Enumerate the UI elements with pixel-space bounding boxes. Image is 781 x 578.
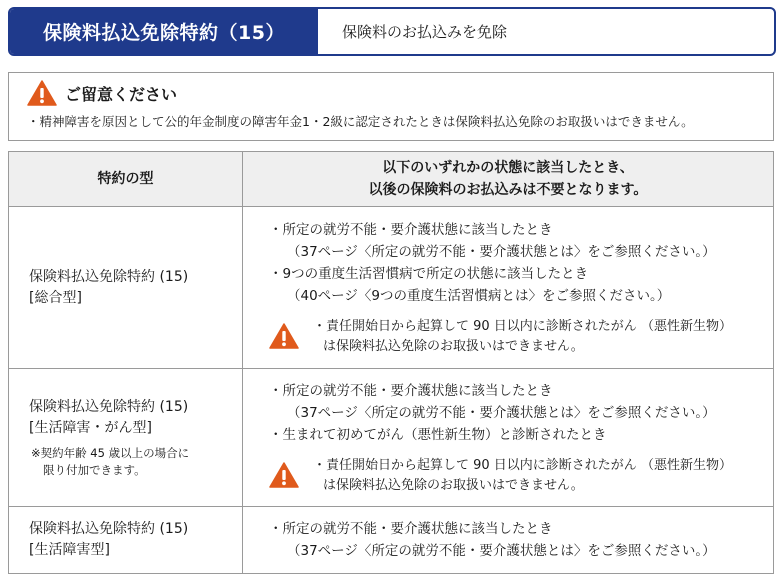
table-row — [9, 507, 774, 574]
caution-line: ・責任開始日から起算して 90 日以内に診断されたがん （悪性新生物） — [313, 457, 732, 473]
condition-item: ・生まれて初めてがん（悪性新生物）と診断されたとき — [269, 426, 607, 443]
rider-name: 保険料払込免除特約 (15) — [29, 521, 189, 537]
rider-name: 保険料払込免除特約 (15) — [29, 268, 189, 285]
condition-reference: （37ページ〈所定の就労不能・要介護状態とは〉をご参照ください。） — [287, 243, 716, 260]
caution-text — [313, 317, 732, 357]
rider-variant: [生活障害型] — [29, 542, 110, 558]
condition-reference: （37ページ〈所定の就労不能・要介護状態とは〉をご参照ください。） — [287, 404, 716, 421]
type-cell — [9, 207, 243, 369]
rider-variant: [生活障害・がん型] — [29, 419, 152, 436]
condition-cell — [243, 369, 774, 507]
caution-note — [269, 317, 765, 357]
condition-cell — [243, 207, 774, 369]
caution-line: は保険料払込免除のお取扱いはできません。 — [323, 338, 584, 354]
condition-reference: （40ページ〈9つの重度生活習慣病とは〉をご参照ください。） — [287, 287, 671, 304]
condition-item: ・所定の就労不能・要介護状態に該当したとき — [269, 221, 553, 238]
header-condition — [243, 152, 774, 207]
table-row — [9, 207, 774, 369]
caution-line: ・責任開始日から起算して 90 日以内に診断されたがん （悪性新生物） — [313, 318, 732, 334]
notice-heading — [27, 80, 761, 106]
header-condition-line2: 以後の保険料のお払込みは不要となります。 — [368, 182, 648, 198]
caution-note — [269, 456, 765, 496]
condition-item: ・所定の就労不能・要介護状態に該当したとき — [269, 521, 553, 537]
rider-note-line: ※契約年齢 45 歳以上の場合に — [31, 445, 190, 460]
notice-body: ・精神障害を原因として公的年金制度の障害年金1・2級に認定されたときは保険料払込免除のお取扱いはできません。 — [27, 114, 694, 129]
type-cell — [9, 369, 243, 507]
rider-variant: [総合型] — [29, 289, 82, 306]
header-subtitle: 保険料のお払込みを免除 — [342, 23, 508, 41]
header-condition-line1: 以下のいずれかの状態に該当したとき、 — [382, 160, 634, 176]
table-row — [9, 369, 774, 507]
notice-title: ご留意ください — [65, 84, 178, 104]
header-type: 特約の型 — [9, 152, 243, 207]
warning-triangle-icon — [269, 462, 299, 488]
rider-note-line: 限り付加できます。 — [43, 462, 146, 477]
header-title: 保険料払込免除特約（15） — [10, 9, 318, 54]
condition-reference: （37ページ〈所定の就労不能・要介護状態とは〉をご参照ください。） — [287, 543, 716, 559]
condition-item: ・9つの重度生活習慣病で所定の状態に該当したとき — [269, 265, 589, 282]
warning-triangle-icon — [269, 323, 299, 349]
condition-item: ・所定の就労不能・要介護状態に該当したとき — [269, 382, 553, 399]
table-header-row — [9, 152, 774, 207]
rider-note — [29, 445, 242, 479]
caution-text — [313, 456, 732, 496]
caution-line: は保険料払込免除のお取扱いはできません。 — [323, 477, 584, 493]
rider-name: 保険料払込免除特約 (15) — [29, 398, 189, 415]
notice-box — [8, 72, 774, 141]
rider-table — [8, 151, 774, 574]
warning-triangle-icon — [27, 80, 57, 106]
type-cell — [9, 507, 243, 574]
condition-cell — [243, 507, 774, 574]
page-header — [8, 7, 776, 56]
